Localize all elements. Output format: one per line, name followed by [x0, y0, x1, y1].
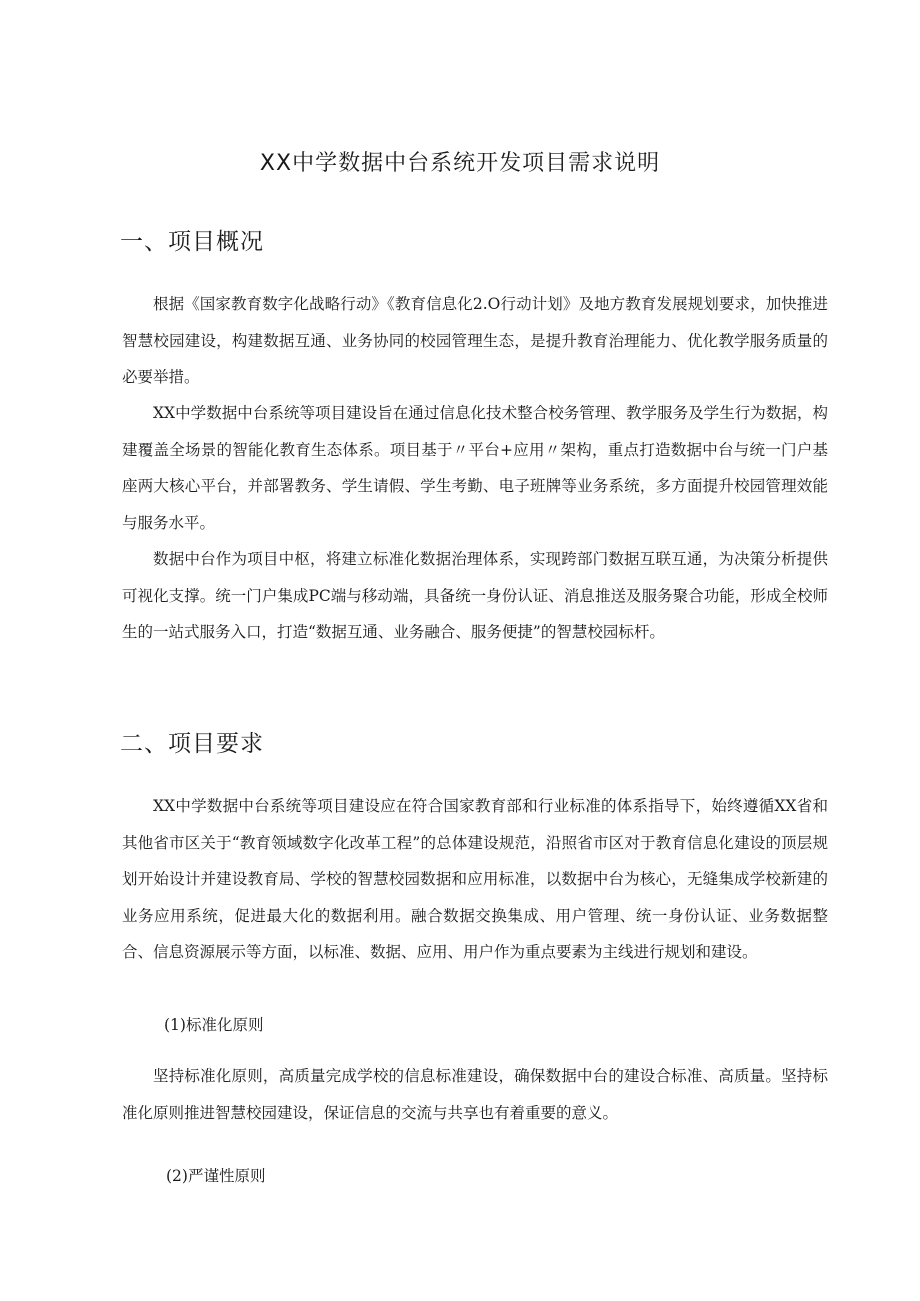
section-heading-overview: 一、项目概况	[120, 229, 264, 255]
principle-label: (2)严谨性原则	[166, 1167, 266, 1185]
paragraph: XX中学数据中台系统等项目建设旨在通过信息化技术整合校务管理、教学服务及学生行为数据，构建覆盖全场景的智能化教育生态体系。项目基于〃平台+应用〃架构，重点打造数据中台与统一门户基座两大核心平台，并部署教务、学生请假、学生考勤、电子班牌等业务系统，多方面提升校园管理效能与服务水平。	[122, 404, 828, 532]
section-heading-requirements: 二、项目要求	[120, 731, 264, 757]
paragraph: 坚持标准化原则，高质量完成学校的信息标准建设，确保数据中台的建设合标准、高质量。坚持标准化原则推进智慧校园建设，保证信息的交流与共享也有着重要的意义。	[122, 1067, 828, 1122]
paragraph: 根据《国家教育数字化战略行动》《教育信息化2.O行动计划》及地方教育发展规划要求，加快推进智慧校园建设，构建数据互通、业务协同的校园管理生态，是提升教育治理能力、优化教学服务质量的必要举措。	[122, 295, 828, 386]
document-title: XX中学数据中台系统开发项目需求说明	[259, 151, 661, 176]
principle-label: (1)标准化原则	[164, 1016, 264, 1034]
paragraph: 数据中台作为项目中枢，将建立标准化数据治理体系，实现跨部门数据互联互通，为决策分析提供可视化支撑。统一门户集成PC端与移动端，具备统一身份认证、消息推送及服务聚合功能，形成全校师生的一站式服务入口，打造“数据互通、业务融合、服务便捷”的智慧校园标杆。	[122, 550, 828, 641]
paragraph: XX中学数据中台系统等项目建设应在符合国家教育部和行业标准的体系指导下，始终遵循XX省和其他省市区关于“教育领域数字化改革工程”的总体建设规范，沿照省市区对于教育信息化建设的顶层规划开始设计并建设教育局、学校的智慧校园数据和应用标准，以数据中台为核心，无缝集成学校新建的业务应用系统，促进最大化的数据利用。融合数据交换集成、用户管理、统一身份认证、业务数据整合、信息资源展示等方面，以标准、数据、应用、用户作为重点要素为主线进行规划和建设。	[122, 797, 828, 961]
